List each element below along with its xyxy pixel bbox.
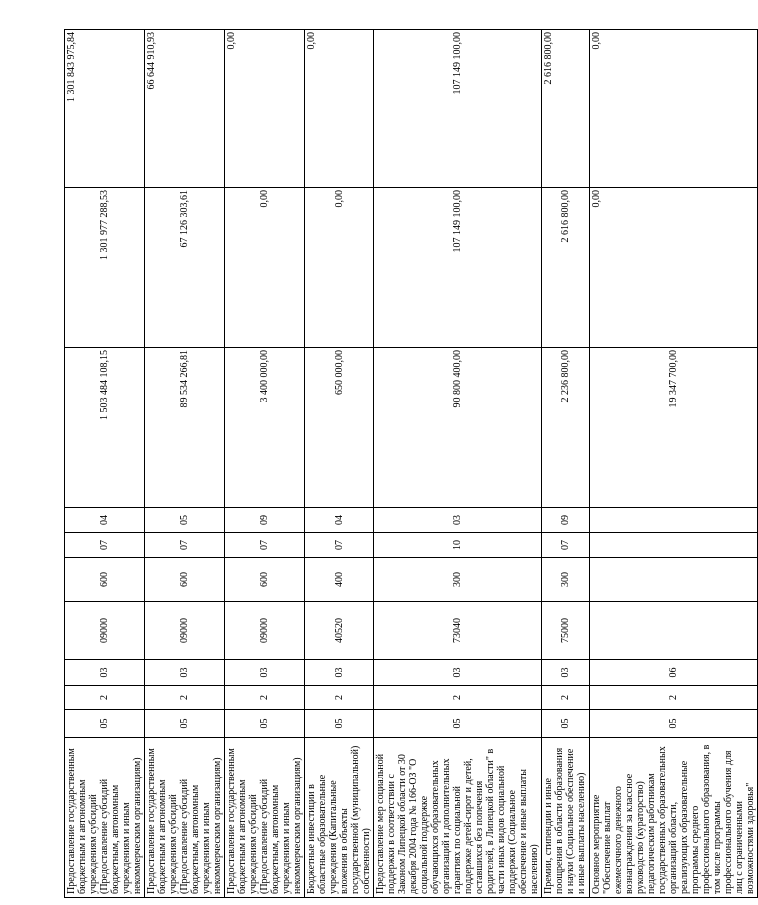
sum-cell: 650 000,00 xyxy=(305,348,374,508)
table-row xyxy=(305,30,374,898)
sum-cell: 107 149 100,00 xyxy=(374,30,542,188)
code-cell: 05 xyxy=(542,710,590,738)
code-cell: 09000 xyxy=(225,602,305,660)
code-cell: 03 xyxy=(65,660,145,686)
code-cell: 05 xyxy=(374,710,542,738)
table-row xyxy=(590,30,758,898)
budget-table xyxy=(64,29,758,898)
sum-cell: 89 534 266,81 xyxy=(145,348,225,508)
sum-cell: 67 126 303,61 xyxy=(145,188,225,348)
sum-cell: 1 503 484 108,15 xyxy=(65,348,145,508)
code-cell: 03 xyxy=(225,660,305,686)
sum-cell: 2 616 800,00 xyxy=(542,30,590,188)
code-cell: 600 xyxy=(65,558,145,602)
table-row xyxy=(542,30,590,898)
sum-cell: 2 236 800,00 xyxy=(542,348,590,508)
sum-cell: 90 800 400,00 xyxy=(374,348,542,508)
code-cell: 600 xyxy=(225,558,305,602)
sum-cell: 0,00 xyxy=(225,30,305,188)
code-cell: 05 xyxy=(590,710,758,738)
row-name: Предоставление государственным бюджетным и автономным учреждениям субсидий (Предоставление субсидий бюджетным, автономным учреждениям и иным некоммерческим организациям) xyxy=(65,738,145,898)
code-cell: 2 xyxy=(65,686,145,710)
code-cell: 2 xyxy=(590,686,758,710)
row-name: Предоставление государственным бюджетным и автономным учреждениям субсидий (Предоставление субсидий бюджетным, автономным учреждениям и иным некоммерческим организациям) xyxy=(225,738,305,898)
sum-cell: 19 347 700,00 xyxy=(590,348,758,508)
row-name: Премии, стипендии и иные поощрения в области образования и науки (Социальное обеспечение и иные выплаты населению) xyxy=(542,738,590,898)
sum-cell: 3 400 000,00 xyxy=(225,348,305,508)
sum-cell: 0,00 xyxy=(590,188,758,348)
row-name: Предоставление государственным бюджетным и автономным учреждениям субсидий (Предоставление субсидий бюджетным, автономным учреждениям и иным некоммерческим организациям) xyxy=(145,738,225,898)
code-cell: 03 xyxy=(145,660,225,686)
code-cell: 40520 xyxy=(305,602,374,660)
code-cell: 09 xyxy=(542,508,590,533)
code-cell xyxy=(590,558,758,602)
code-cell: 300 xyxy=(542,558,590,602)
code-cell: 09000 xyxy=(65,602,145,660)
code-cell: 2 xyxy=(542,686,590,710)
code-cell: 07 xyxy=(542,533,590,558)
code-cell: 73040 xyxy=(374,602,542,660)
rotated-page xyxy=(64,30,756,898)
sum-cell: 0,00 xyxy=(225,188,305,348)
code-cell: 03 xyxy=(305,660,374,686)
sum-cell: 1 301 843 975,84 xyxy=(65,30,145,188)
sum-cell: 0,00 xyxy=(305,30,374,188)
code-cell: 05 xyxy=(145,710,225,738)
code-cell: 2 xyxy=(145,686,225,710)
code-cell: 07 xyxy=(305,533,374,558)
code-cell: 03 xyxy=(542,660,590,686)
code-cell: 400 xyxy=(305,558,374,602)
code-cell: 05 xyxy=(305,710,374,738)
table-row xyxy=(145,30,225,898)
code-cell: 07 xyxy=(65,533,145,558)
code-cell: 09000 xyxy=(145,602,225,660)
code-cell: 07 xyxy=(225,533,305,558)
code-cell: 2 xyxy=(374,686,542,710)
code-cell: 09 xyxy=(225,508,305,533)
table-row xyxy=(225,30,305,898)
row-name: Основное мероприятие "Обеспечение выплат ежемесячного денежного вознаграждения за классное руководство (кураторство) педагогическим работникам государственных образовательных организаций области, реализующих образовательные программы среднего профессионального образования, в том числе программы профессионального обучения для лиц с ограниченными возможностями здоровья" xyxy=(590,738,758,898)
code-cell xyxy=(590,508,758,533)
code-cell: 03 xyxy=(374,660,542,686)
code-cell: 2 xyxy=(305,686,374,710)
sum-cell: 2 616 800,00 xyxy=(542,188,590,348)
code-cell: 75000 xyxy=(542,602,590,660)
code-cell: 04 xyxy=(65,508,145,533)
code-cell: 05 xyxy=(225,710,305,738)
code-cell: 07 xyxy=(145,533,225,558)
code-cell: 10 xyxy=(374,533,542,558)
table-row xyxy=(65,30,145,898)
code-cell: 05 xyxy=(145,508,225,533)
sum-cell: 66 644 910,93 xyxy=(145,30,225,188)
code-cell xyxy=(590,533,758,558)
code-cell xyxy=(590,602,758,660)
code-cell: 300 xyxy=(374,558,542,602)
code-cell: 04 xyxy=(305,508,374,533)
code-cell: 03 xyxy=(374,508,542,533)
sum-cell: 0,00 xyxy=(590,30,758,188)
row-name: Бюджетные инвестиции в областные образовательные учреждения (Капитальные вложения в объекты государственной (муниципальной) собственности) xyxy=(305,738,374,898)
code-cell: 600 xyxy=(145,558,225,602)
code-cell: 2 xyxy=(225,686,305,710)
code-cell: 05 xyxy=(65,710,145,738)
sum-cell: 0,00 xyxy=(305,188,374,348)
sum-cell: 1 301 977 288,53 xyxy=(65,188,145,348)
row-name: Предоставление мер социальной поддержки в соответствии с Законом Липецкой области от 30 декабря 2004 года № 166-ОЗ "О социальной поддержке обучающихся образовательных организаций и дополнительных гарантиях по социальной поддержке детей-сирот и детей, оставшихся без попечения родителей, в Липецкой области" в части иных видов социальной поддержки (Социальное обеспечение и иные выплаты населению) xyxy=(374,738,542,898)
table-row xyxy=(374,30,542,898)
code-cell: 06 xyxy=(590,660,758,686)
sum-cell: 107 149 100,00 xyxy=(374,188,542,348)
